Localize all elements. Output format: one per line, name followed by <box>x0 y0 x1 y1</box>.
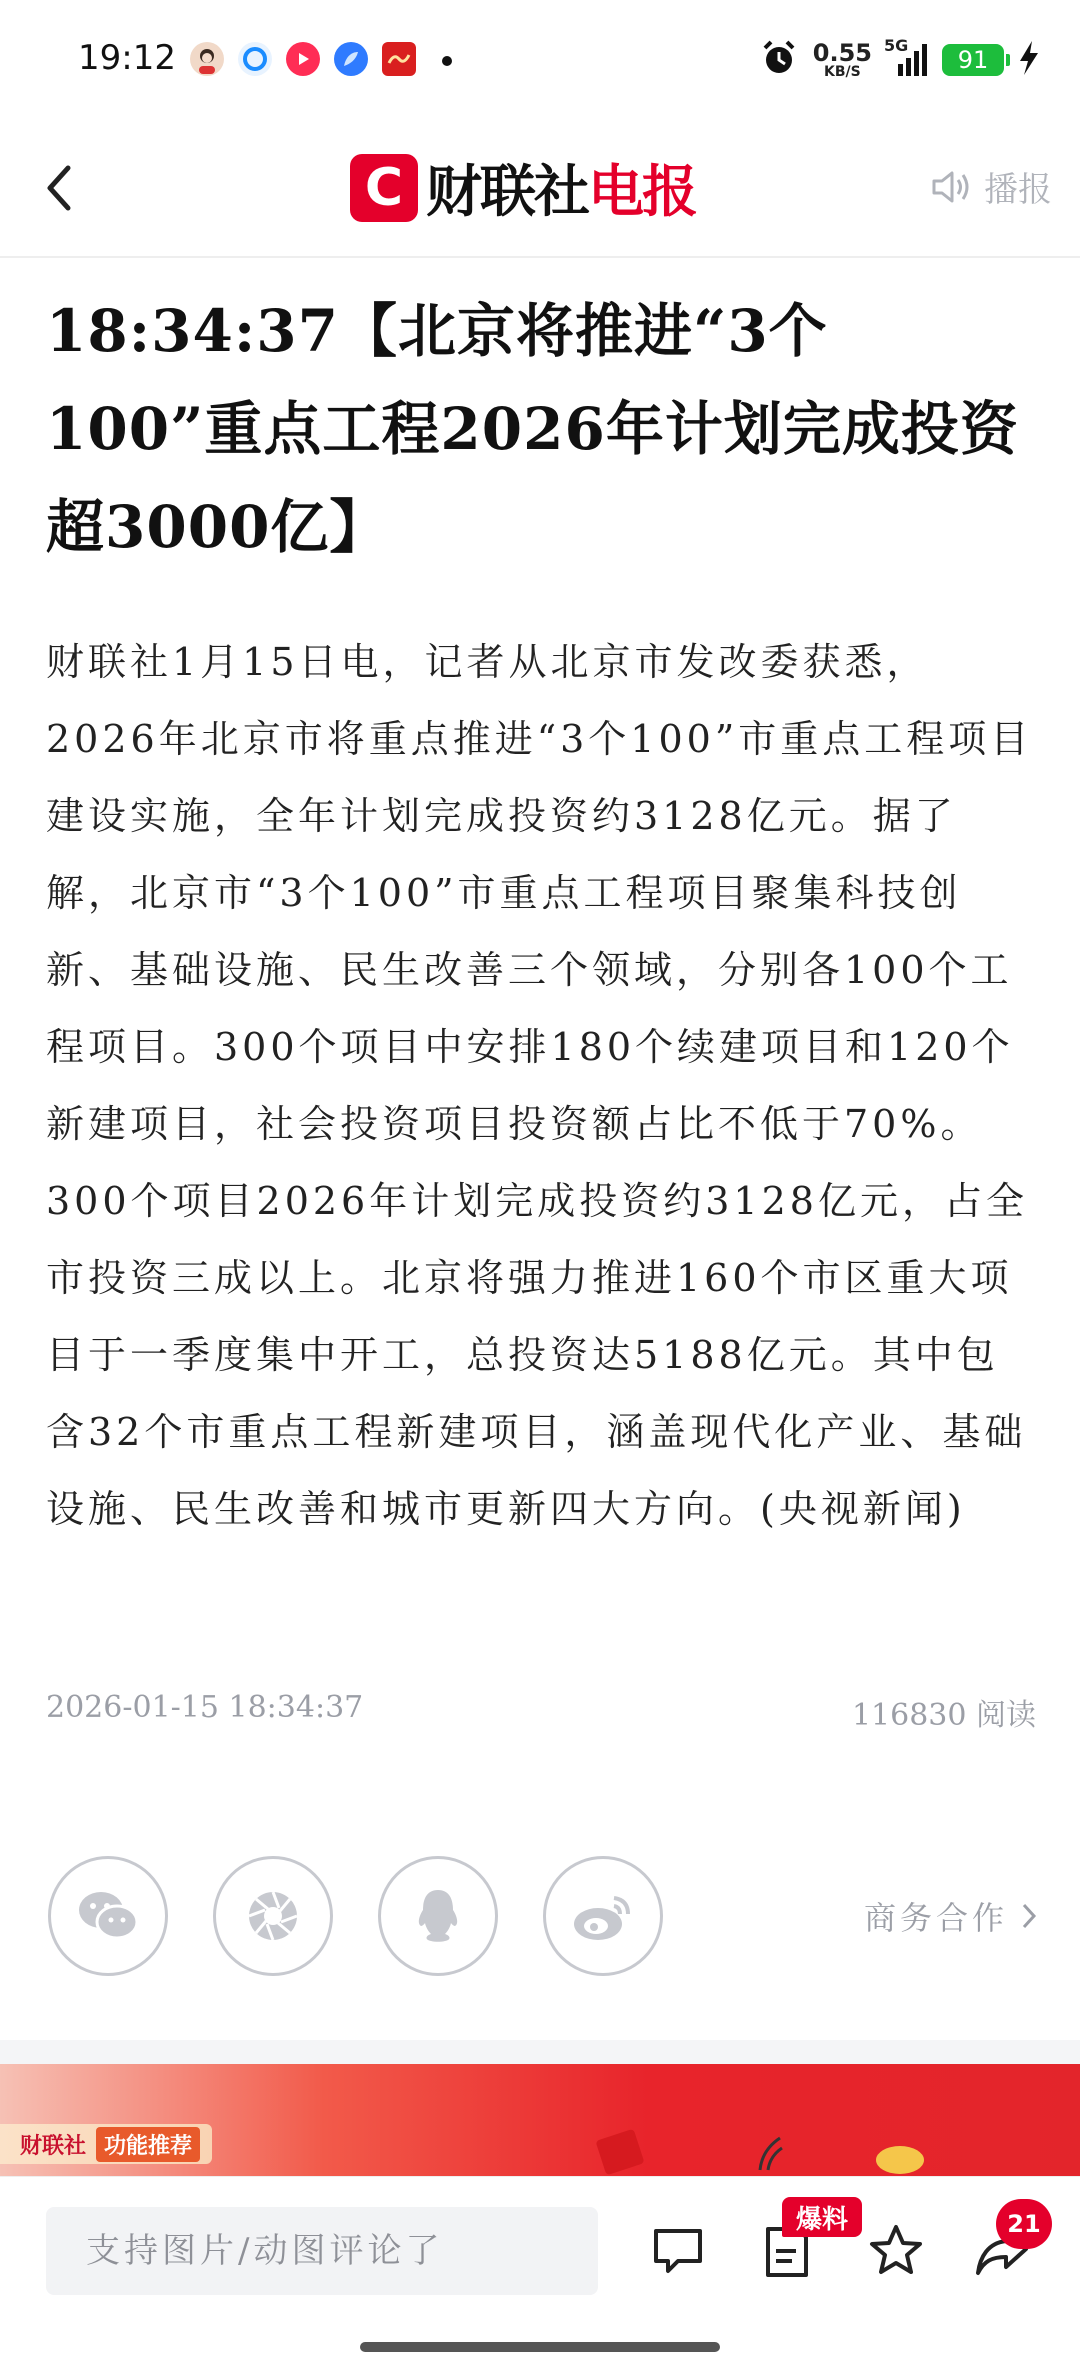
back-button[interactable] <box>40 160 80 216</box>
chevron-left-icon <box>40 160 80 216</box>
bottom-action-bar <box>0 2176 1080 2327</box>
feather-app-icon <box>334 42 368 76</box>
read-count: 116830 阅读 <box>851 1698 1036 1733</box>
broadcast-label: 播报 <box>984 170 1052 210</box>
business-label: 商务合作 <box>863 1899 1008 1937</box>
avatar-app-icon <box>190 42 224 76</box>
business-cooperation-link[interactable] <box>864 1893 1038 1939</box>
more-notifications-dot <box>442 56 452 66</box>
status-time: 19:12 <box>78 38 176 78</box>
brand-logo <box>350 150 696 226</box>
alarm-icon <box>759 38 799 82</box>
share-count-badge: 21 <box>996 2199 1052 2249</box>
article-meta <box>46 1690 1036 1734</box>
moments-icon <box>243 1886 303 1946</box>
share-weibo-button[interactable] <box>543 1856 663 1976</box>
brand-c-icon: C <box>350 154 418 222</box>
wechat-icon <box>75 1888 141 1944</box>
qq-icon <box>413 1886 463 1946</box>
signal-icon <box>884 36 928 78</box>
star-icon <box>866 2221 926 2281</box>
status-bar <box>0 0 1080 120</box>
battery-indicator: 91 <box>942 44 1004 76</box>
home-indicator[interactable] <box>360 2342 720 2352</box>
comment-input[interactable] <box>46 2207 598 2295</box>
browser-app-icon <box>238 42 272 76</box>
share-qq-button[interactable] <box>378 1856 498 1976</box>
study-app-icon <box>382 42 416 76</box>
broadcast-button[interactable] <box>930 162 1052 211</box>
brand-name-part2: 电报 <box>588 160 696 225</box>
nav-bar <box>0 120 1080 258</box>
banner-brand: 财联社 <box>20 2133 87 2159</box>
feature-banner[interactable] <box>0 2064 1080 2176</box>
banner-tag <box>0 2124 212 2164</box>
status-indicators <box>759 36 1040 84</box>
publish-datetime: 2026-01-15 18:34:37 <box>46 1690 364 1725</box>
share-wechat-button[interactable] <box>48 1856 168 1976</box>
coin-icon <box>870 2136 930 2176</box>
banner-feature-label: 功能推荐 <box>96 2127 200 2162</box>
signal-wave-icon <box>750 2130 790 2174</box>
network-type: 5G <box>884 36 909 55</box>
comment-bubble-icon <box>648 2221 708 2281</box>
video-app-icon <box>286 42 320 76</box>
weibo-icon <box>570 1888 636 1944</box>
favorite-button[interactable] <box>866 2221 926 2281</box>
net-speed: 0.55 KB/S <box>812 39 872 80</box>
comment-button[interactable] <box>648 2221 708 2281</box>
article-body: 财联社1月15日电，记者从北京市发改委获悉，2026年北京市将重点推进“3个100”市重点工程项目建设实施，全年计划完成投资约3128亿元。据了解，北京市“3个100”市重点工程项目聚集科技创新、基础设施、民生改善三个领域，分别各100个工程项目。300个项目中安排180个续建项目和120个新建项目，社会投资项目投资额占比不低于70%。300个项目2026年计划完成投资约3128亿元，占全市投资三成以上。北京将强力推进160个市区重大项目于一季度集中开工，总投资达5188亿元。其中包含32个市重点工程新建项目，涵盖现代化产业、基础设施、民生改善和城市更新四大方向。(央视新闻) <box>46 640 1033 1531</box>
chevron-right-icon <box>1020 1901 1038 1931</box>
share-row <box>48 1854 1038 1978</box>
brand-name-part1: 财联社 <box>426 160 588 225</box>
share-moments-button[interactable] <box>213 1856 333 1976</box>
speaker-icon <box>930 167 974 207</box>
brand-name <box>426 148 696 228</box>
section-divider <box>0 2040 1080 2064</box>
article-headline: 18:34:37【北京将推进“3个100”重点工程2026年计划完成投资超3000亿】 <box>46 297 1019 561</box>
report-badge: 爆料 <box>782 2197 862 2237</box>
red-envelope-icon <box>590 2124 650 2176</box>
charging-icon <box>1018 41 1040 79</box>
